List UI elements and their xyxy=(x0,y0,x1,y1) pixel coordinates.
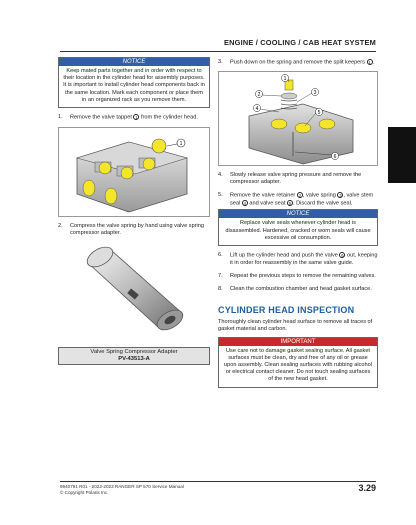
svg-text:2: 2 xyxy=(257,92,261,99)
figure-compressor-adapter xyxy=(58,243,210,343)
step-1: 1. Remove the valve tappet 1 from the cylinder head. xyxy=(58,114,198,121)
figure-caption xyxy=(58,347,210,365)
compressor-adapter-illustration xyxy=(58,243,208,341)
step-8: 8. Clean the combustion chamber and head gasket surface. xyxy=(218,285,372,292)
step-3: 3. Push down on the spring and remove the split keepers 1 . xyxy=(218,59,375,66)
important-label: IMPORTANT xyxy=(219,338,377,346)
step-6: 6. Lift up the cylinder head and push the valve 6 out, keeping it in order for reassembly in the same valve guide. xyxy=(218,252,378,266)
figure-valve-tappet xyxy=(58,127,210,217)
notice-text: Replace valve seals whenever cylinder head is disassembled. Hardened, cracked or worn seals will cause excessive oil consumption. xyxy=(225,220,371,241)
page-number: 3.29 xyxy=(358,483,376,493)
important-text: Use care not to damage gasket sealing surface. All gasket surfaces must be clean, dry and free of any oil or grease upon assembly. Clean sealing surfaces with rubbing alcohol or electrical contact cleaner. Do not touch sealing surfaces of the new head gasket. xyxy=(224,347,372,383)
footer-manual-title: 9940791 R01 - 2022-2023 RANGER SP 570 Service Manual xyxy=(60,484,184,489)
notice-label: NOTICE xyxy=(219,210,377,218)
valve-assembly-illustration xyxy=(219,72,377,165)
footer-text xyxy=(60,484,184,496)
svg-text:6: 6 xyxy=(333,154,337,161)
header-divider xyxy=(60,51,376,52)
figure-callout-label: 1 xyxy=(179,140,183,147)
caption-part-number: PV-43513-A xyxy=(118,355,150,362)
left-column xyxy=(58,57,210,365)
cylinder-head-illustration xyxy=(59,128,209,216)
section-intro: Thoroughly clean cylinder head surface to remove all traces of gasket material and carbon. xyxy=(218,318,373,332)
notice-text: Keep mated parts together and in order with respect to their location in the cylinder head for assembly purposes. It is important to install cylinder head components back in the same location. Mark each component or place them in an organized rack as you remove them. xyxy=(63,68,205,103)
svg-text:3: 3 xyxy=(313,90,317,97)
step-7: 7. Repeat the previous steps to remove the remaining valves. xyxy=(218,272,376,279)
caption-title: Valve Spring Compressor Adapter xyxy=(90,348,178,355)
notice-box-right xyxy=(218,209,378,246)
callout-ref: 1 xyxy=(135,115,138,121)
step-4: 4. Slowly release valve spring pressure and remove the compressor adapter. xyxy=(218,172,362,186)
section-tab xyxy=(388,127,416,183)
right-column xyxy=(218,57,378,388)
svg-text:5: 5 xyxy=(317,110,321,117)
svg-text:4: 4 xyxy=(255,106,259,113)
step-2: 2. Compress the valve spring by hand using valve spring compressor adapter. xyxy=(58,222,205,236)
figure-valve-assembly xyxy=(218,71,378,166)
section-heading: CYLINDER HEAD INSPECTION xyxy=(218,304,355,315)
step-5: 5. Remove the valve retainer 2 , valve spring 3 , valve stem seal 4 and valve seat 5 . Discard the valve seal. xyxy=(218,192,374,207)
svg-text:1: 1 xyxy=(283,76,287,83)
notice-box-left xyxy=(58,57,210,108)
notice-label: NOTICE xyxy=(59,58,209,66)
page-header-title: ENGINE / COOLING / CAB HEAT SYSTEM xyxy=(223,38,376,47)
footer-copyright: © Copyright Polaris Inc. xyxy=(60,490,109,495)
footer-divider xyxy=(60,481,376,482)
callout-ref: 1 xyxy=(368,60,371,65)
important-box xyxy=(218,337,378,388)
